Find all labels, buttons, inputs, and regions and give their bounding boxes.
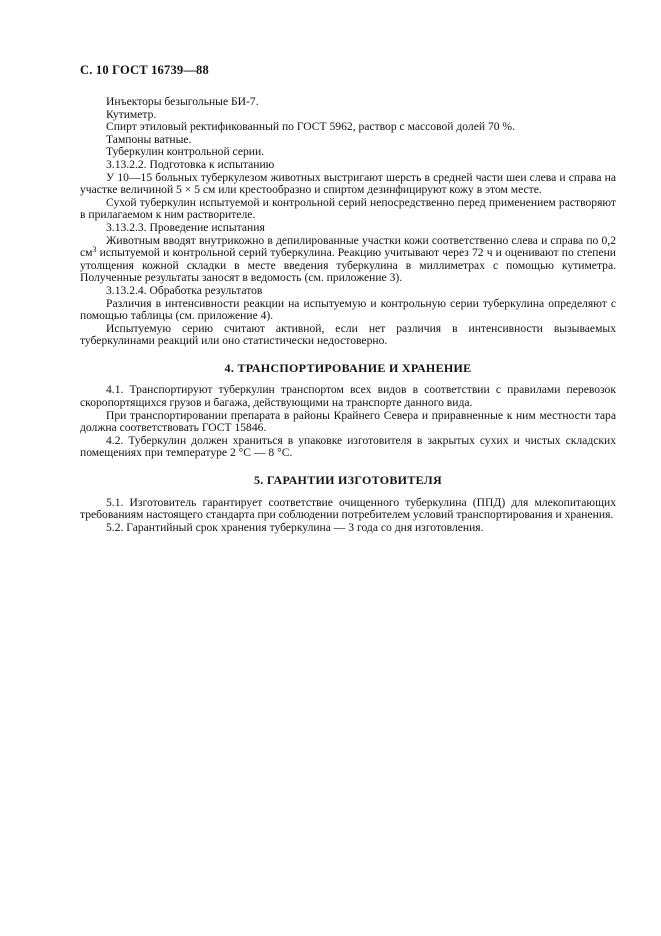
paragraph: Различия в интенсивности реакции на испытуемую и контрольную серии туберкулина определяют с помощью таблицы (см. приложение 4). [80, 296, 616, 323]
page-header: С. 10 ГОСТ 16739—88 [80, 63, 209, 77]
subsection-heading-3-13-2-3: 3.13.2.3. Проведение испытания [106, 220, 265, 234]
paragraph: 4.2. Туберкулин должен храниться в упаковке изготовителя в закрытых сухих и чистых складских помещениях при температуре 2 °С — 8 °С. [80, 433, 616, 460]
subsection-heading-3-13-2-4: 3.13.2.4. Обработка результатов [106, 283, 263, 297]
paragraph: У 10—15 больных туберкулезом животных выстригают шерсть в средней части шеи слева и справа на участке величиной 5 × 5 см или крестообразно и спиртом дезинфицируют кожу в этом месте. [80, 170, 616, 197]
paragraph-text: Животным вводят внутрикожно в депилированные участки кожи соответственно слева и справа по 0,2 см [80, 233, 616, 260]
superscript: 3 [92, 245, 97, 255]
paragraph: При транспортировании препарата в районы Крайнего Севера и приравненные к ним местности тара должна соответствовать ГОСТ 15846. [80, 408, 616, 435]
list-item: Кутиметр. [106, 107, 157, 121]
paragraph: Сухой туберкулин испытуемой и контрольной серий непосредственно перед применением растворяют в прилагаемом к ним растворителе. [80, 195, 616, 222]
list-item: Инъекторы безыгольные БИ-7. [106, 95, 259, 108]
paragraph [80, 235, 616, 285]
document-body [80, 96, 616, 534]
list-item: Тампоны ватные. [106, 132, 192, 146]
paragraph: 5.2. Гарантийный срок хранения туберкулина — 3 года со дня изготовления. [106, 520, 484, 534]
paragraph-text: испытуемой и контрольной серий туберкулина. Реакцию учитывают через 72 ч и оценивают по степени утолщения кожной складки в месте введения туберкулина в миллиметрах с помощью кутиметра. Полученные результаты заносят в ведомость (см. приложение 3). [80, 246, 616, 285]
list-item: Туберкулин контрольной серии. [106, 145, 265, 159]
list-item: Спирт этиловый ректификованный по ГОСТ 5962, раствор с массовой долей 70 %. [106, 120, 515, 134]
paragraph: 4.1. Транспортируют туберкулин транспортом всех видов в соответствии с правилами перевозок скоропортящихся грузов и багажа, действующими на транспорте данного вида. [80, 383, 616, 410]
paragraph: Испытуемую серию считают активной, если нет различия в интенсивности вызываемых туберкулинами реакций или оно статистически недостоверно. [80, 321, 616, 348]
subsection-heading-3-13-2-2: 3.13.2.2. Подготовка к испытанию [106, 157, 275, 171]
paragraph: 5.1. Изготовитель гарантирует соответствие очищенного туберкулина (ППД) для млекопитающих требованиям настоящего стандарта при соблюдении потребителем условий транспортирования и хранения. [80, 495, 616, 522]
section-title-4: 4. ТРАНСПОРТИРОВАНИЕ И ХРАНЕНИЕ [224, 360, 472, 375]
section-title-5: 5. ГАРАНТИИ ИЗГОТОВИТЕЛЯ [254, 473, 442, 488]
